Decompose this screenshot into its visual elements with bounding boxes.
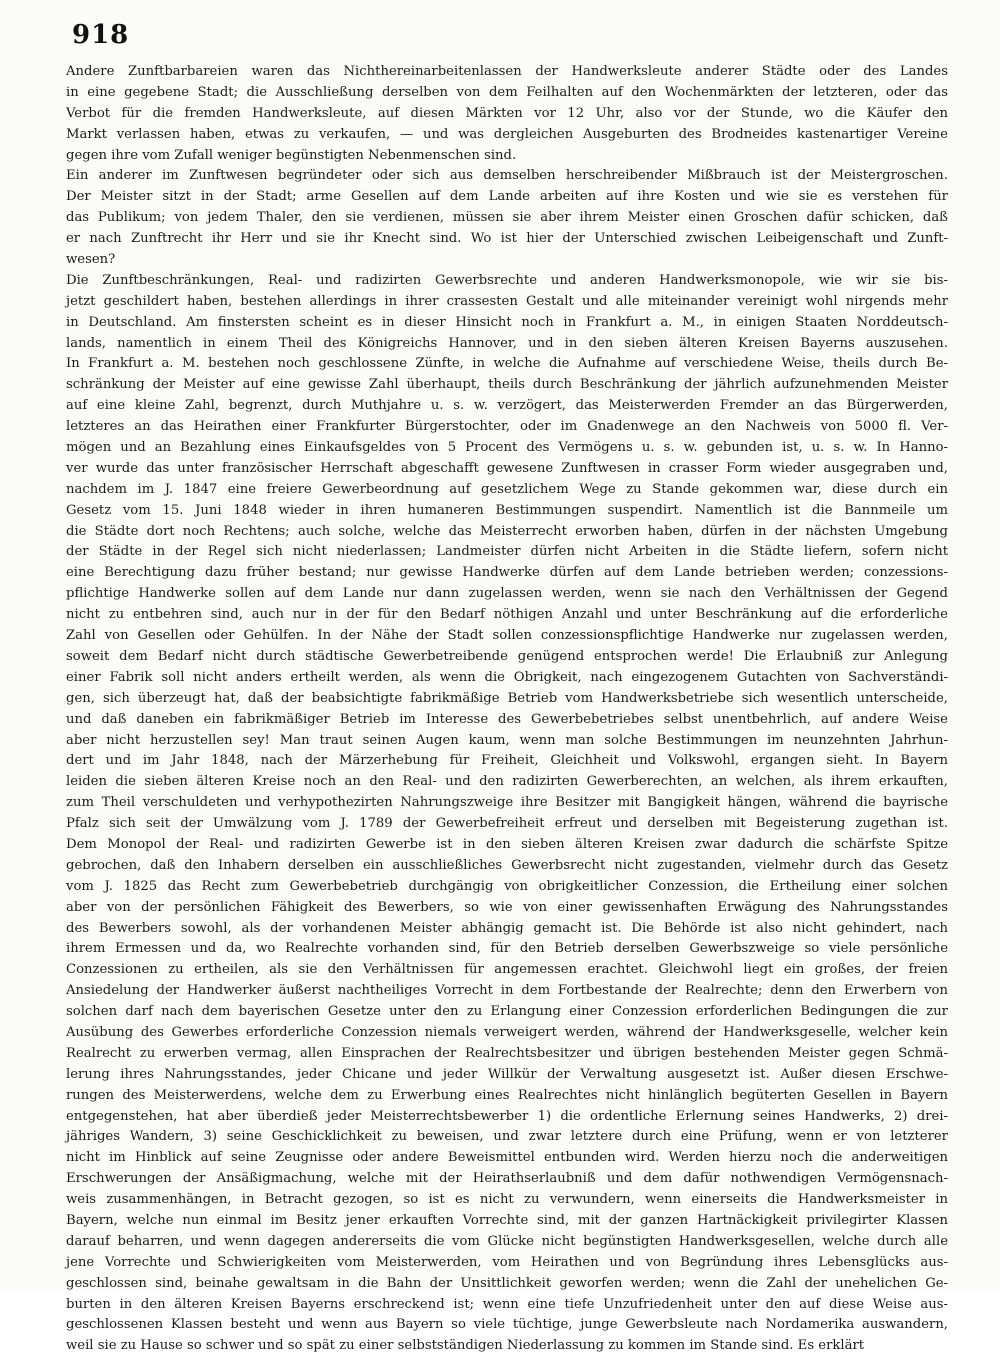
text-line: darauf beharren, und wenn dagegen andererseits die vom Glücke nicht begünstigten Handwerksgesellen, welche durch alle: [66, 1233, 948, 1249]
paragraph: [66, 271, 948, 1357]
text-line: entgegenstehen, hat aber überdieß jeder Meisterrechtsbewerber 1) die ordentliche Erlernung seines Handwerks, 2) drei-: [66, 1108, 948, 1124]
text-line: das Publikum; von jedem Thaler, den sie verdienen, müssen sie aber ihrem Meister einen Groschen dafür schicken, daß: [66, 210, 948, 226]
text-line: Bayern, welche nun einmal im Besitz jener erkauften Vorrechte sind, mit der ganzen Hartnäckigkeit privilegirter Klassen: [66, 1212, 948, 1228]
text-line: der Städte in der Regel sich nicht niederlassen; Landmeister dürfen nicht Arbeiten in die Städte liefern, sofern nicht: [66, 544, 948, 560]
text-line: Dem Monopol der Real- und radizirten Gewerbe ist in den sieben älteren Kreisen zwar dadurch die schärfste Spitze: [66, 836, 948, 852]
text-line: Die Zunftbeschränkungen, Real- und radizirten Gewerbsrechte und anderen Handwerksmonopole, wie wir sie bis-: [66, 272, 948, 288]
text-line: geschlossenen Klassen besteht und wenn aus Bayern so viele tüchtige, junge Gewerbsleute nach Nordamerika auswandern,: [66, 1317, 948, 1333]
text-line: nicht zu entbehren sind, auch nur in der für den Bedarf nöthigen Anzahl und unter Beschränkung auf die erforderliche: [66, 607, 948, 623]
text-line: ver wurde das unter französischer Herrschaft abgeschafft gewesene Zunftwesen in crasser Form wieder ausgegraben und,: [66, 460, 948, 476]
text-line: pflichtige Handwerke sollen auf dem Lande nur dann zugelassen werden, wenn sie nach den Verhältnissen der Gegend: [66, 586, 948, 602]
text-line: zum Theil verschuldeten und verhypothezirten Nahrungszweige ihre Besitzer mit Bangigkeit hängen, während die bayrische: [66, 795, 948, 811]
text-line: Ausübung des Gewerbes erforderliche Conzession niemals verweigert werden, während der Handwerksgeselle, welcher kein: [66, 1024, 948, 1040]
text-line: vom J. 1825 das Recht zum Gewerbebetrieb durchgängig von obrigkeitlicher Conzession, die Ertheilung einer solchen: [66, 878, 948, 894]
text-line: Zahl von Gesellen oder Gehülfen. In der Nähe der Stadt sollen conzessionspflichtige Handwerke nur zugelassen werden,: [66, 628, 948, 644]
text-line: gegen ihre vom Zufall weniger begünstigten Nebenmenschen sind.: [66, 147, 517, 163]
text-line: wesen?: [66, 252, 116, 268]
text-line: und daß daneben ein fabrikmäßiger Betrieb im Interesse des Gewerbebetriebes selbst unentbehrlich, auf andere Weise: [66, 711, 948, 727]
paragraph: [66, 62, 948, 166]
text-line: aber nicht herzustellen sey! Man traut seinen Augen kaum, wenn man solche Bestimmungen im neunzehnten Jahrhun-: [66, 732, 948, 748]
text-line: auf eine kleine Zahl, begrenzt, durch Muthjahre u. s. w. verzögert, das Meisterwerden Fremder an das Bürgerwerden,: [66, 398, 948, 414]
text-line: Andere Zunftbarbareien waren das Nichthereinarbeitenlassen der Handwerksleute anderer Städte oder des Landes: [66, 64, 948, 79]
text-line: burten in den älteren Kreisen Bayerns erschreckend ist; wenn eine tiefe Unzufriedenheit unter den auf diese Weise aus-: [66, 1296, 948, 1312]
text-line: Realrecht zu erwerben vermag, allen Einsprachen der Realrechtsbesitzer und übrigen bestehenden Meister gegen Schmä-: [66, 1045, 948, 1061]
text-line: weil sie zu Hause so schwer und so spät zu einer selbstständigen Niederlassung zu kommen im Stande sind. Es erklärt: [66, 1338, 865, 1354]
text-line: gebrochen, daß den Inhabern derselben ein ausschließliches Gewerbsrecht nicht zugestanden, vielmehr durch das Gesetz: [66, 857, 948, 873]
paragraph: [66, 166, 948, 270]
text-line: leiden die sieben älteren Kreise noch an den Real- und den radizirten Gewerberechten, an welchen, als ihrem erkauften,: [66, 774, 948, 790]
text-line: lerung ihres Nahrungsstandes, jeder Chicane und jeder Willkür der Verwaltung ausgesetzt ist. Außer diesen Erschwe-: [66, 1066, 948, 1082]
text-line: In Frankfurt a. M. bestehen noch geschlossene Zünfte, in welche die Aufnahme auf verschiedene Weise, theils durch Be-: [66, 356, 948, 372]
text-line: aber von der persönlichen Fähigkeit des Bewerbers, so wie von einer gewissenhaften Erwägung des Nahrungsstandes: [66, 899, 948, 915]
text-line: nachdem im J. 1847 eine freiere Gewerbeordnung auf gesetzlichem Wege zu Stande gekommen war, diese durch ein: [66, 481, 948, 497]
text-line: jetzt geschildert haben, bestehen allerdings in ihrer crassesten Gestalt und alle miteinander vereinigt wohl nirgends mehr: [66, 293, 948, 309]
text-line: dert und im Jahr 1848, nach der Märzerhebung für Freiheit, Gleichheit und Volkswohl, ergangen sieht. In Bayern: [66, 753, 948, 769]
text-line: nicht im Hinblick auf seine Zeugnisse oder andere Beweismittel entbunden wird. Werden hierzu noch die anderweitigen: [66, 1150, 948, 1166]
text-line: geschlossen sind, beinahe gewaltsam in die Bahn der Unsittlichkeit geworfen werden; wenn die Zahl der unehelichen Ge-: [66, 1275, 948, 1291]
text-line: weis zusammenhängen, in Betracht gezogen, so ist es nicht zu verwundern, wenn einerseits die Handwerksmeister in: [66, 1192, 948, 1208]
text-line: jähriges Wandern, 3) seine Geschicklichkeit zu beweisen, und zwar letztere durch eine Prüfung, wenn er von letzterer: [66, 1129, 948, 1145]
page-number: 918: [72, 20, 130, 50]
text-line: Ansiedelung der Handwerker äußerst nachtheiliges Vorrecht in dem Fortbestande der Realrechte; denn den Erwerbern von: [66, 983, 948, 999]
text-line: gen, sich überzeugt hat, daß der beabsichtigte fabrikmäßige Betrieb vom Handwerksbetriebe sich wesentlich unterscheide,: [66, 690, 948, 706]
text-line: Der Meister sitzt in der Stadt; arme Gesellen auf dem Lande arbeiten auf ihre Kosten und wie sie es verstehen für: [66, 189, 948, 205]
text-line: rungen des Meisterwerdens, welche dem zu Erwerbung eines Realrechtes nicht hinlänglich begüterten Gesellen in Bayern: [66, 1087, 948, 1103]
text-line: jene Vorrechte und Schwierigkeiten vom Meisterwerden, vom Heirathen und von Begründung ihres Lebensglücks aus-: [66, 1254, 948, 1270]
text-line: letzteres an das Heirathen einer Frankfurter Bürgerstochter, oder im Gnadenwege an den Nachweis von 5000 fl. Ver-: [66, 419, 948, 435]
text-line: eine Berechtigung dazu früher bestand; nur gewisse Handwerke dürfen auf dem Lande betrieben werden; conzessions-: [66, 565, 948, 581]
text-line: Pfalz sich seit der Umwälzung vom J. 1789 der Gewerbefreiheit erfreut und derselben mit Begeisterung zugethan ist.: [66, 816, 948, 832]
text-line: Verbot für die fremden Handwerksleute, auf diesen Märkten vor 12 Uhr, also vor der Stunde, wo die Käufer den: [66, 105, 948, 121]
text-line: lands, namentlich in einem Theil des Königreichs Hannover, und in den sieben älteren Kreisen Bayerns auszusehen.: [66, 335, 948, 351]
body-text: [66, 62, 948, 1357]
text-line: in eine gegebene Stadt; die Ausschließung derselben von dem Feilhalten auf den Wochenmärkten der letzteren, oder das: [66, 84, 948, 100]
text-line: Gesetz vom 15. Juni 1848 wieder in ihren humaneren Bestimmungen suspendirt. Namentlich ist die Bannmeile um: [66, 502, 948, 518]
text-line: soweit dem Bedarf nicht durch städtische Gewerbetreibende genügend entsprochen werde! Die Erlaubniß zur Anlegung: [66, 648, 948, 664]
text-line: des Bewerbers sowohl, als der vorhandenen Meister abhängig gemacht ist. Die Behörde ist also nicht gehindert, nach: [66, 920, 948, 936]
text-line: mögen und an Bezahlung eines Einkaufsgeldes von 5 Procent des Vermögens u. s. w. gebunden ist, u. s. w. In Hanno-: [66, 440, 948, 456]
text-line: die Städte dort noch Rechtens; auch solche, welche das Meisterrecht erworben haben, dürfen in der nächsten Umgebung: [66, 523, 948, 539]
text-line: Markt verlassen haben, etwas zu verkaufen, — und was dergleichen Ausgeburten des Brodneides kastenartiger Vereine: [66, 126, 948, 142]
text-line: Conzessionen zu ertheilen, als sie den Verhältnissen für angemessen erachtet. Gleichwohl liegt ein großes, der freien: [66, 962, 948, 978]
text-line: er nach Zunftrecht ihr Herr und sie ihr Knecht sind. Wo ist hier der Unterschied zwischen Leibeigenschaft und Zunft-: [66, 231, 948, 247]
text-line: Erschwerungen der Ansäßigmachung, welche mit der Heirathserlaubniß und dem dafür nothwendigen Vermögensnach-: [66, 1171, 948, 1187]
text-line: solchen darf nach dem bayerischen Gesetze unter den zu Erlangung einer Conzession erforderlichen Bedingungen die zur: [66, 1004, 948, 1020]
text-line: schränkung der Meister auf eine gewisse Zahl überhaupt, theils durch Beschränkung der jährlich aufzunehmenden Meister: [66, 377, 948, 393]
text-line: ihrem Ermessen und da, wo Realrechte vorhanden sind, für den Betrieb derselben Gewerbszweige so viele persönliche: [66, 941, 948, 957]
text-line: in Deutschland. Am finstersten scheint es in dieser Hinsicht noch in Frankfurt a. M., in einigen Staaten Norddeutsch-: [66, 314, 948, 330]
text-line: einer Fabrik soll nicht anders ertheilt werden, als wenn die Obrigkeit, nach eingezogenem Gutachten von Sachverständi-: [66, 669, 948, 685]
text-line: Ein anderer im Zunftwesen begründeter oder sich aus demselben herschreibender Mißbrauch ist der Meistergroschen.: [66, 168, 948, 184]
